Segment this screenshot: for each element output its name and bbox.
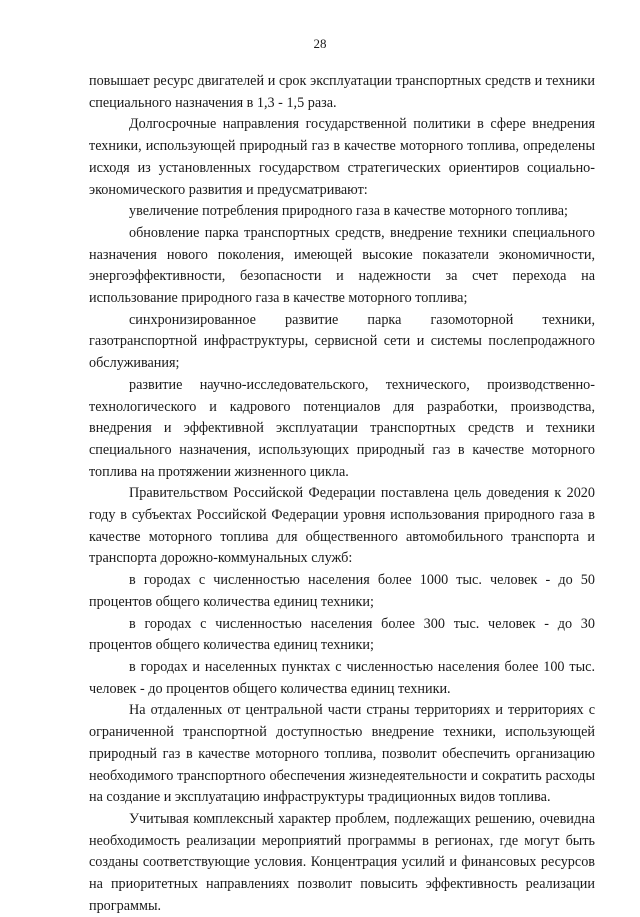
list-item-consumption: увеличение потребления природного газа в качестве моторного топлива;	[129, 203, 568, 220]
list-item-fleet-renewal: обновление парка транспортных средств, внедрение техники специального назначения нового поколения, имеющей высокие показатели экономичности, энергоэффективности, безопасности и надежности за счет перехода на использование природного газа в качестве моторного топлива;	[89, 224, 595, 307]
paragraph-government-goal: Правительством Российской Федерации поставлена цель доведения к 2020 году в субъектах Российской Федерации уровня использования природного газа в качестве моторного топлива для общественного автомобильного транспорта и транспорта дорожно-коммунальных служб:	[89, 485, 595, 567]
list-item-cities-100k: в городах и населенных пунктах с численностью населения более 100 тыс. человек - до процентов общего количества единиц техники.	[89, 658, 595, 697]
paragraph-policy-directions: Долгосрочные направления государственной политики в сфере внедрения техники, использующей природный газ в качестве моторного топлива, определены исходя из установленных государством стратегических ориентиров социально-экономического развития и предусматривают:	[89, 116, 595, 198]
paragraph-continuation: повышает ресурс двигателей и срок эксплуатации транспортных средств и техники специального назначения в 1,3 - 1,5 раза.	[89, 73, 595, 111]
paragraph-remote-territories: На отдаленных от центральной части страны территориях и территориях с ограниченной транспортной доступностью внедрение техники, использующей природный газ в качестве моторного топлива, позволит обеспечить организацию необходимого транспортного обеспечения жизнедеятельности и сократить расходы на создание и эксплуатацию инфраструктуры традиционных видов топлива.	[89, 702, 595, 806]
list-item-synchronized-development: синхронизированное развитие парка газомоторной техники, газотранспортной инфраструктуры, сервисной сети и системы послепродажного обслуживания;	[89, 311, 595, 372]
list-item-cities-300k: в городах с численностью населения более 300 тыс. человек - до 30 процентов общего количества единиц техники;	[89, 615, 595, 654]
body-text	[89, 71, 595, 917]
list-item-research-potential: развитие научно-исследовательского, технического, производственно-технологического и кадрового потенциалов для разработки, производства, внедрения и эффективной эксплуатации транспортных средств и техники специального назначения, использующих природный газ в качестве моторного топлива на протяжении жизненного цикла.	[89, 376, 595, 480]
page-number: 28	[313, 36, 327, 51]
list-item-cities-1000k: в городах с численностью населения более 1000 тыс. человек - до 50 процентов общего количества единиц техники;	[89, 572, 595, 610]
paragraph-conclusion: Учитывая комплексный характер проблем, подлежащих решению, очевидна необходимость реализации мероприятий программы в регионах, где могут быть созданы соответствующие условия. Концентрация усилий и финансовых ресурсов на приоритетных направлениях позволит повысить эффективность реализации программы.	[89, 810, 595, 914]
